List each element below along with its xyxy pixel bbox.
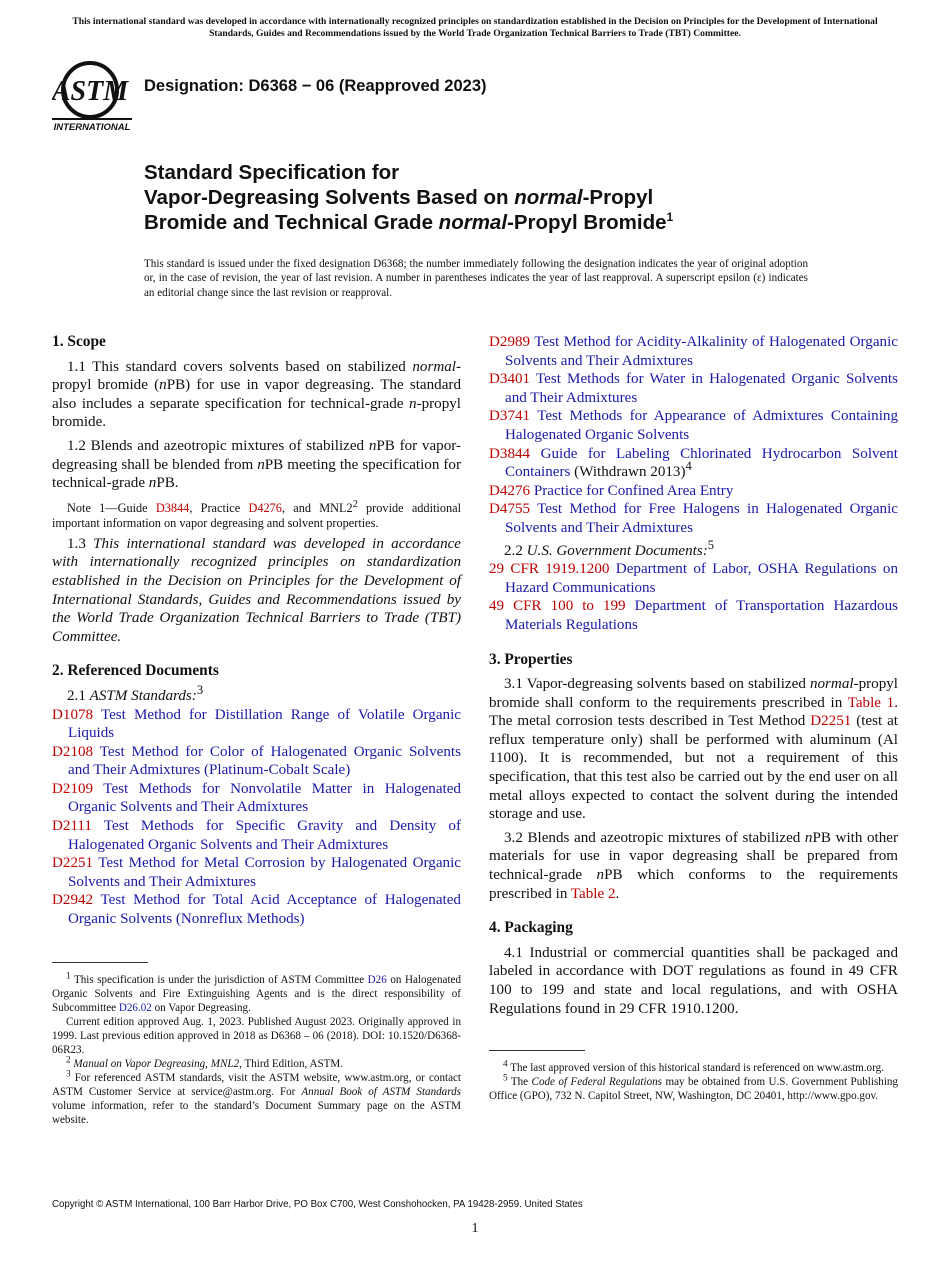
astm-ref-list — [52, 706, 461, 929]
ref-code-link[interactable]: D2109 — [52, 780, 94, 797]
section-heading-properties: 3. Properties — [489, 650, 573, 668]
ref-item — [489, 407, 898, 444]
ref-title-link[interactable]: Guide for Labeling Chlorinated Hydrocarbon Solvent Containers — [505, 445, 899, 481]
section-heading-scope: 1. Scope — [52, 333, 106, 350]
ref-item — [489, 482, 898, 501]
astm-ref-list-continued — [489, 333, 898, 538]
title-line-2: Vapor-Degreasing Solvents Based on normal-Propyl — [144, 186, 654, 209]
footnote-4: $^4$ The last approved version of this historical standard is referenced on www.astm.org. — [503, 1059, 884, 1074]
link-d4276[interactable]: D4276 — [248, 500, 282, 515]
preamble: This standard is issued under the fixed designation D6368; the number immediately following the designation indicates the year of original adoption or, in the case of revision, the year of last revision. A number in parentheses indicates the year of last reapproval. A superscript epsilon (ε) indicates an editorial change since the last revision or reapproval. — [144, 258, 808, 299]
title-line-1: Standard Specification for — [144, 161, 400, 184]
ref-code-link[interactable]: D2111 — [52, 818, 92, 835]
footnote-3: $^3$ For referenced ASTM standards, visit the ASTM website, www.astm.org, or contact ASTM Customer Service at service@astm.org. For Annual Book of ASTM Standards volume information, refer to the standard’s Document Summary page on the ASTM website. — [52, 1069, 461, 1126]
footnote-5: $^5$ The Code of Federal Regulations may be obtained from U.S. Government Publishing Office (GPO), 732 N. Capitol Street, NW, Washington, DC 20401, http://www.gpo.gov. — [489, 1073, 899, 1102]
ref-title-link[interactable]: Test Method for Free Halogens in Halogenated Organic Solvents and Their Admixtures — [505, 501, 898, 536]
subsection-government-documents: 2.2 U.S. Government Documents:$^5$ — [504, 537, 715, 559]
title-line-3: Bromide and Technical Grade normal-Propyl Bromide$^1$ — [144, 210, 674, 234]
subsection-astm-standards: 2.1 ASTM Standards:$^3$ — [67, 682, 204, 704]
ref-code-link[interactable]: D3401 — [489, 371, 531, 388]
ref-code-link[interactable]: D4276 — [489, 482, 531, 499]
document-title — [144, 160, 864, 235]
note-1: Note 1—Guide D3844, Practice D4276, and $MNL2^2$ provide additional important information on vapor degreasing and solvent properties. — [52, 498, 461, 530]
link-d3844[interactable]: D3844 — [155, 500, 190, 515]
ref-item — [52, 854, 461, 891]
ref-code-link[interactable]: D1078 — [52, 706, 94, 723]
footnote-1: $^1$ This specification is under the jurisdiction of ASTM Committee D26 on Halogenated Organic Solvents and Fire Extinguishing Agents and is the direct responsibility of Subcommittee D26.02 on Vapor Degreasing. — [52, 971, 462, 1014]
footnote-divider — [52, 962, 148, 963]
gov-ref-list — [489, 560, 898, 634]
svg-text:ASTM: ASTM — [52, 76, 129, 107]
footnote-1-edition: Current edition approved Aug. 1, 2023. Published August 2023. Originally approved in 1999. Last previous edition approved in 2018 as D6368 – 06 (2018). DOI: 10.1520/D6368-06R23. — [52, 1016, 461, 1056]
ref-code-link[interactable]: D2108 — [52, 743, 94, 760]
ref-title-link[interactable]: Test Methods for Water in Halogenated Organic Solvents and Their Admixtures — [505, 371, 898, 406]
paragraph-4-1: 4.1 Industrial or commercial quantities shall be packaged and labeled in accordance with DOT regulations as found in 49 CFR 100 to 199 and state and local regulations, and with OSHA Regulations found in 29 CFR 1910.1200. — [489, 944, 898, 1017]
link-d26[interactable]: D26 — [367, 974, 387, 986]
ref-title-link[interactable]: Test Method for Acidity-Alkalinity of Halogenated Organic Solvents and Their Admixtures — [505, 334, 898, 369]
ref-item — [489, 500, 898, 537]
top-notice: This international standard was developed in accordance with internationally recognized principles on standardization established in the Decision on Principles for the Development of International Standards, Guides and Recommendations issued by the World Trade Organization Technical Barriers to Trade (TBT) Committee. — [72, 16, 878, 39]
page-number: 1 — [471, 1221, 479, 1236]
ref-item — [489, 333, 898, 370]
ref-title-link[interactable]: Test Methods for Nonvolatile Matter in Halogenated Organic Solvents and Their Admixtures — [68, 780, 461, 816]
footnote-divider — [489, 1050, 585, 1051]
ref-item — [52, 780, 461, 817]
right-footnotes — [489, 1050, 898, 1103]
ref-item — [489, 560, 898, 597]
left-column — [52, 333, 461, 929]
link-d26-02[interactable]: D26.02 — [118, 1002, 152, 1014]
copyright: Copyright © ASTM International, 100 Barr Harbor Drive, PO Box C700, West Conshohocken, PA 19428-2959. United States — [52, 1199, 583, 1210]
ref-item: D3844 Guide for Labeling Chlorinated Hydrocarbon Solvent Containers (Withdrawn 2013)$^4$ — [489, 445, 899, 481]
svg-text:INTERNATIONAL: INTERNATIONAL — [53, 122, 131, 132]
ref-item — [52, 817, 461, 854]
ref-title-link[interactable]: Department of Labor, OSHA Regulations on Hazard Communications — [505, 561, 898, 596]
ref-title-link[interactable]: Test Method for Distillation Range of Volatile Organic Liquids — [68, 706, 461, 742]
ref-title-link[interactable]: Practice for Confined Area Entry — [533, 482, 734, 499]
ref-code-link[interactable]: D2989 — [489, 334, 531, 350]
ref-title-link[interactable]: Test Method for Total Acid Acceptance of Halogenated Organic Solvents (Nonreflux Methods) — [68, 892, 461, 928]
left-footnotes — [52, 962, 461, 1127]
ref-code-link[interactable]: D2251 — [52, 855, 94, 872]
paragraph-1-3: 1.3 This international standard was developed in accordance with internationally recognized principles on standardization established in the Decision on Principles for the Development of International Standards, Guides and Recommendations issued by the World Trade Organization Technical Barriers to Trade (TBT) Committee. — [52, 535, 462, 645]
ref-title-link[interactable]: Test Methods for Appearance of Admixtures Containing Halogenated Organic Solvents — [505, 408, 898, 443]
designation: Designation: D6368 − 06 (Reapproved 2023) — [144, 77, 487, 95]
ref-code-link[interactable]: D3741 — [489, 408, 531, 425]
link-d2251[interactable]: D2251 — [810, 713, 852, 730]
ref-code-link[interactable]: D2942 — [52, 892, 94, 909]
paragraph-1-1: 1.1 This standard covers solvents based on stabilized normal-propyl bromide (nPB) for use in vapor degreasing. The standard also includes a separate specification for technical-grade n-propyl bromide. — [52, 358, 462, 431]
ref-item — [489, 597, 898, 634]
ref-item — [489, 370, 898, 407]
ref-code-link[interactable]: D4755 — [489, 501, 531, 518]
ref-title-link[interactable]: Test Method for Metal Corrosion by Halogenated Organic Solvents and Their Admixtures — [68, 855, 461, 890]
paragraph-3-2: 3.2 Blends and azeotropic mixtures of stabilized nPB with other materials for use in vapor degreasing shall be prepared from technical-grade nPB which conforms to the requirements prescribed in Table 2. — [489, 829, 899, 902]
ref-title-link[interactable]: Test Methods for Specific Gravity and Density of Halogenated Organic Solvents and Their Admixtures — [68, 818, 461, 853]
link-table-1[interactable]: Table 1 — [847, 694, 895, 711]
footnote-ref: 1 — [666, 210, 674, 225]
footnote-2: $^2$ Manual on Vapor Degreasing, MNL2, Third Edition, ASTM. — [66, 1055, 344, 1070]
ref-code-link[interactable]: 29 CFR 1919.1200 — [489, 561, 610, 578]
ref-item — [52, 891, 461, 928]
right-column — [489, 333, 898, 1018]
ref-item — [52, 706, 461, 743]
section-heading-referenced-documents: 2. Referenced Documents — [52, 662, 219, 680]
paragraph-3-1: 3.1 Vapor-degreasing solvents based on stabilized normal-propyl bromide shall conform to the requirements prescribed in Table 1. The metal corrosion tests described in Test Method D2251 (test at reflux temperature only) shall be performed with aluminum (Al 1100). It is recommended, but not a requirement of this specification, that this test also be carried out by the end user on all metal alloys expected to contact the solvent during the intended storage and use. — [489, 676, 898, 823]
ref-title-link[interactable]: Department of Transportation Hazardous Materials Regulations — [505, 598, 898, 633]
section-heading-packaging: 4. Packaging — [489, 919, 573, 937]
ref-item — [52, 743, 461, 780]
ref-code-link[interactable]: D3844 — [489, 445, 531, 462]
ref-title-link[interactable]: Test Method for Color of Halogenated Organic Solvents and Their Admixtures (Platinum-Cobalt Scale) — [68, 743, 461, 779]
astm-logo — [52, 56, 136, 132]
ref-code-link[interactable]: 49 CFR 100 to 199 — [489, 598, 626, 615]
paragraph-1-2: 1.2 Blends and azeotropic mixtures of stabilized nPB for vapor-degreasing shall be blended from nPB meeting the specification for technical-grade nPB. — [52, 437, 461, 492]
link-table-2[interactable]: Table 2 — [570, 885, 616, 902]
